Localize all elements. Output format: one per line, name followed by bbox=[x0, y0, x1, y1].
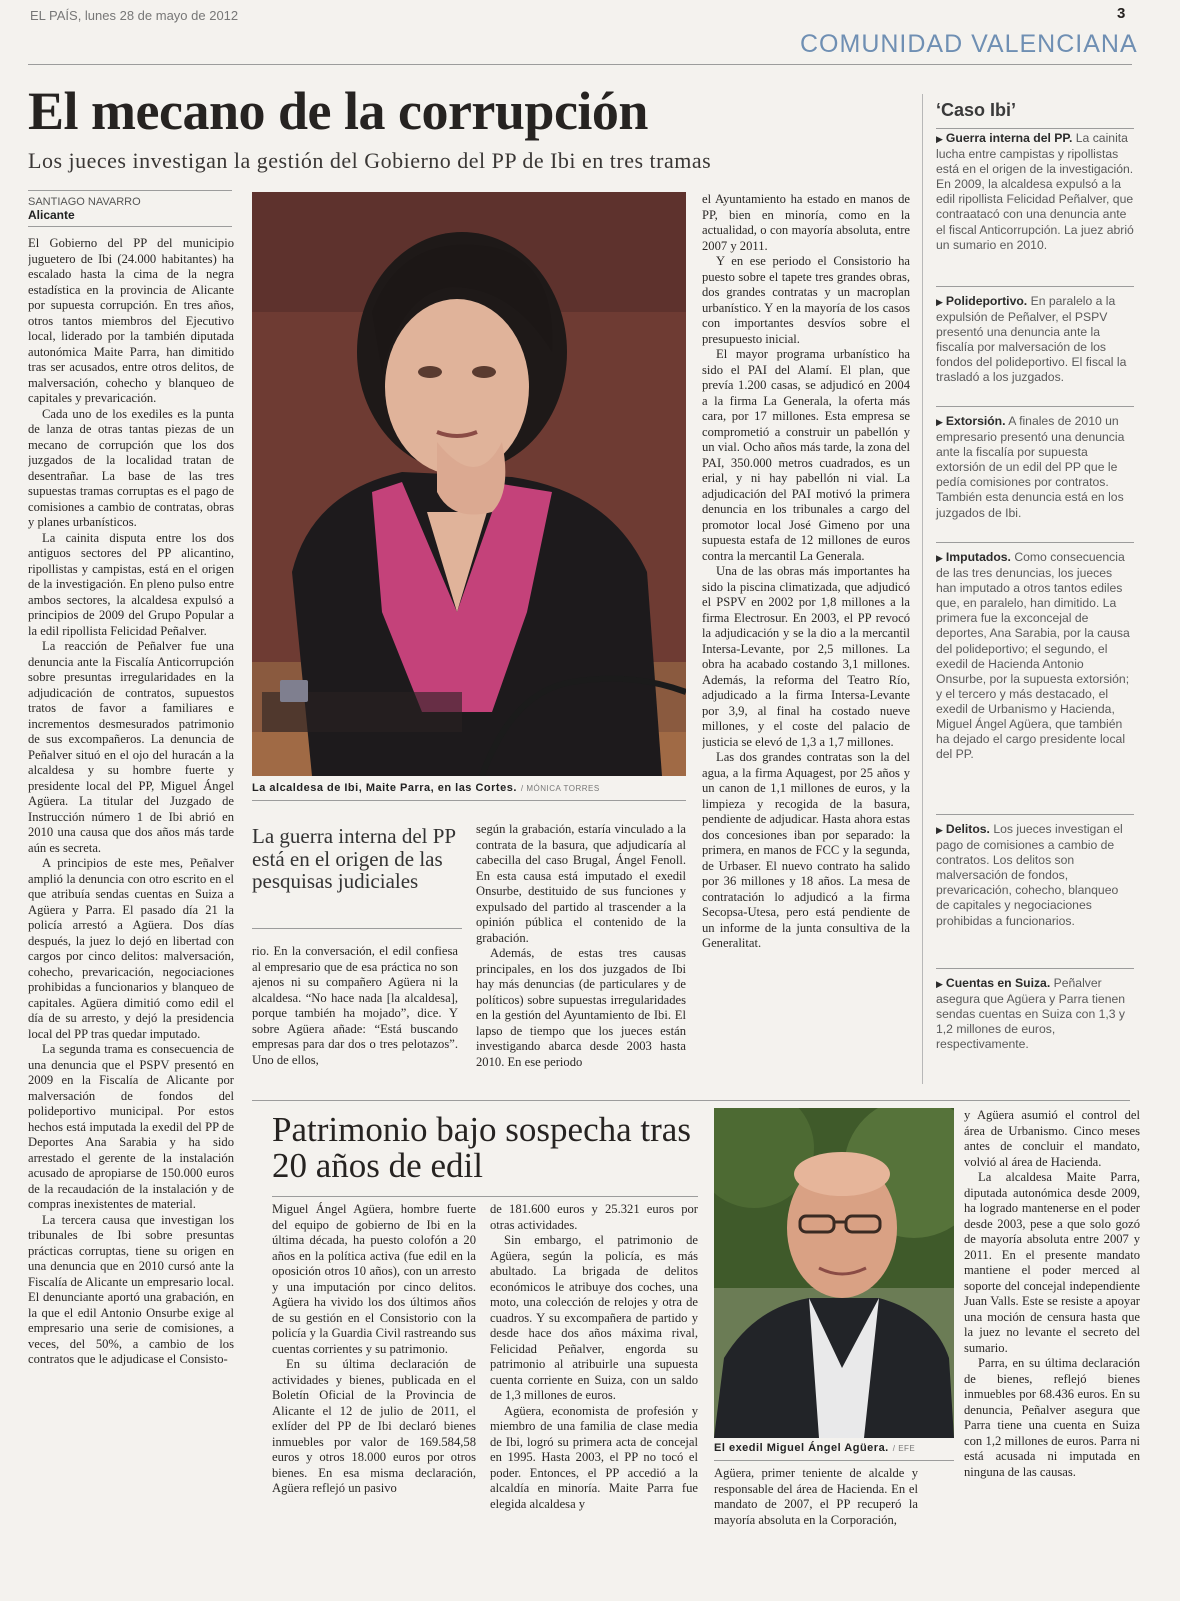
photo-credit: / EFE bbox=[892, 1444, 916, 1453]
paragraph: En su última declaración de actividades y bienes, publicada en el Boletín Oficial de la Provincia de Alicante el 12 de julio de 2011, el exlíder del PP de Ibi declaró bienes inmuebles por valor de 169.584,58 euros y otros 18.000 euros por otros bienes. En esa misma declaración, Agüera reflejó un pasivo bbox=[272, 1357, 476, 1495]
sidebar-item-heading: Cuentas en Suiza. bbox=[945, 976, 1051, 990]
sidebar-item-heading: Polideportivo. bbox=[945, 294, 1028, 308]
paragraph: según la grabación, estaría vinculado a la contrata de la basura, que adjudicaría al cabecilla del caso Brugal, Ángel Fenoll. En esta causa está imputado el exedil Onsurbe, destituido de sus funciones y expulsado del partido al trascender a la opinión pública el contenido de la grabación. bbox=[476, 822, 686, 945]
paragraph: Y en ese periodo el Consistorio ha puesto sobre el tapete tres grandes obras, dos grandes contratas y un macroplan urbanístico. Y en la mayoría de los casos con importantes desvíos sobre el presupuesto inicial. bbox=[702, 254, 910, 346]
byline-rule-bottom bbox=[28, 226, 232, 227]
triangle-bullet-icon: ▶ bbox=[936, 825, 943, 835]
sidebar-item-polideportivo bbox=[936, 294, 1134, 386]
sidebar-item-guerra bbox=[936, 131, 1134, 253]
caption-text: La alcaldesa de Ibi, Maite Parra, en las Cortes. bbox=[252, 782, 517, 794]
triangle-bullet-icon: ▶ bbox=[936, 417, 943, 427]
second-article-column-2 bbox=[490, 1202, 698, 1586]
main-subheadline: Los jueces investigan la gestión del Gobierno del PP de Ibi en tres tramas bbox=[28, 148, 712, 173]
paragraph: Además, de estas tres causas principales, en los dos juzgados de Ibi hay más denuncias (de particulares y de políticos) sobre supuestas irregularidades en la gestión del Ayuntamiento de Ibi. El lapso de tiempo que los jueces están investigando abarca desde 2003 hasta 2010. En ese periodo bbox=[476, 946, 686, 1069]
second-article-column-3 bbox=[714, 1466, 918, 1586]
main-photo-caption bbox=[252, 782, 600, 794]
triangle-bullet-icon: ▶ bbox=[936, 134, 943, 144]
author-name: SANTIAGO NAVARRO bbox=[28, 196, 141, 208]
second-article-top-rule bbox=[252, 1100, 1130, 1101]
sidebar-item-heading: Guerra interna del PP. bbox=[945, 131, 1073, 145]
sidebar-item-heading: Extorsión. bbox=[945, 414, 1006, 428]
paragraph: Cada uno de los exediles es la punta de lanza de otras tantas piezas de un mecano de corrupción que los dos juzgados de la localidad tratan de desentrañar. La base de las tres supuestas tramas corruptas es el pago de comisiones a cambio de contratas, obras y planes urbanísticos. bbox=[28, 406, 234, 529]
header-divider bbox=[28, 64, 1132, 65]
main-article-column-1 bbox=[28, 236, 234, 1588]
sidebar-item-imputados bbox=[936, 550, 1134, 762]
second-article-column-4 bbox=[964, 1108, 1140, 1586]
sidebar-item-extorsion bbox=[936, 414, 1134, 521]
second-caption-rule bbox=[714, 1460, 954, 1461]
page-number: 3 bbox=[1117, 5, 1126, 22]
paragraph: La reacción de Peñalver fue una denuncia ante la Fiscalía Anticorrupción sobre presuntas irregularidades en la adjudicación de contratos, supuestos tratos de favor a familiares e incrementos desmesurados patrimonio de sus excompañeros. La denuncia de Peñalver situó en el ojo del huracán a la alcaldesa y su hombre fuerte y presidente local del PP, Miguel Ángel Agüera. La titular del Juzgado de Instrucción número 1 de Ibi abrió en 2010 una causa que dos años más tarde aún es secreta. bbox=[28, 639, 234, 855]
paragraph: Agüera, primer teniente de alcalde y responsable del área de Hacienda. En el mandato de 2007, el PP recuperó la mayoría absoluta en la Corporación, bbox=[714, 1466, 918, 1527]
paragraph: La alcaldesa Maite Parra, diputada autonómica desde 2009, ha logrado mantenerse en el poder desde 2003, pese a que solo gozó de mayoría absoluta entre 2007 y 2011. En el presente mandato mantiene el poder merced al soporte del concejal independiente Juan Valls. Este se resiste a apoyar una moción de censura hasta que la juez no levante el secreto del sumario. bbox=[964, 1170, 1140, 1355]
sidebar-item-text: La cainita lucha entre campistas y ripollistas está en el origen de la investigación. En 2009, la alcaldesa expulsó a la edil ripollista Felicidad Peñalver, que contraatacó con una denuncia ante el fiscal Anticorrupción. La juez abrió un sumario en 2010. bbox=[936, 131, 1134, 252]
pull-quote: La guerra interna del PP está en el origen de las pesquisas judiciales bbox=[252, 824, 456, 893]
second-article-column-1 bbox=[272, 1202, 476, 1586]
paragraph: El mayor programa urbanístico ha sido el PAI del Alamí. El plan, que prevía 1.200 casas, se adjudicó en 2004 a la firma La Generala, la oferta más cara, por 17 millones. Esta empresa se comprometió a construir un pabellón y un vial. Ocho años más tarde, la zona del PAI, 350.000 metros cuadrados, es un erial, y ni hay pabellón ni vial. La adjudicación del PAI motivó la primera denuncia en los tribunales a cargo del promotor local José Gimeno por una supuesta estafa de 12 millones de euros contra la mercantil La Generala. bbox=[702, 347, 910, 563]
paragraph: de 181.600 euros y 25.321 euros por otras actividades. bbox=[490, 1202, 698, 1232]
second-photo bbox=[714, 1108, 954, 1438]
triangle-bullet-icon: ▶ bbox=[936, 553, 943, 563]
paragraph: La segunda trama es consecuencia de una denuncia que el PSPV presentó en 2009 en la Fiscalía de Alicante por malversación de fondos del polideportivo municipal. Por estos hechos está imputada la exedil del PP de Deportes Ana Sarabia y ha sido arrestado el gerente de la instalación acusado de apropiarse de 150.000 euros de la recaudación de la instalación y de compras inexistentes de material. bbox=[28, 1042, 234, 1211]
sidebar-rule bbox=[936, 286, 1134, 287]
sidebar-item-delitos bbox=[936, 822, 1134, 929]
main-photo bbox=[252, 192, 686, 776]
sidebar bbox=[936, 128, 1136, 1088]
main-article-column-2 bbox=[252, 944, 458, 1084]
sidebar-divider bbox=[922, 94, 923, 1084]
caption-rule bbox=[252, 800, 686, 801]
paragraph: el Ayuntamiento ha estado en manos de PP, bien en minoría, como en la actualidad, o con mayoría absoluta, entre 2007 y 2011. bbox=[702, 192, 910, 253]
masthead-date: EL PAÍS, lunes 28 de mayo de 2012 bbox=[30, 8, 239, 23]
paragraph: Las dos grandes contratas son la del agua, a la firma Aquagest, por 25 años y un canon de 1,1 millones de euros, y la limpieza y recogida de la basura, pendiente de adjudicar. Hasta ahora estas dos concesiones iban por separado: la primera, en manos de FCC y la segunda, de Urbaser. El nuevo contrato ha salido por 36 millones y 18 años. La mesa de contratación lo adjudicó a la firma Secopsa-Utesa, pero está pendiente de un informe de la junta consultiva de la Generalitat. bbox=[702, 750, 910, 950]
man-portrait-illustration bbox=[714, 1108, 954, 1438]
paragraph: La tercera causa que investigan los tribunales de Ibi sobre presuntas prácticas corruptas, tiene su origen en una denuncia que en 2010 cursó ante la Fiscalía de Alicante un empresario local. El denunciante aportó una grabación, en la que el edil Antonio Onsurbe exige al empresario una serie de comisiones, a veces, del 50%, a cambio de los contratos que le adjudicase el Consisto- bbox=[28, 1212, 234, 1366]
sidebar-item-text: Peñalver asegura que Agüera y Parra tienen sendas cuentas en Suiza con 1,3 y 1,2 millones de euros, respectivamente. bbox=[936, 976, 1126, 1052]
section-title: COMUNIDAD VALENCIANA bbox=[800, 30, 1138, 58]
sidebar-item-heading: Delitos. bbox=[945, 822, 990, 836]
byline-rule bbox=[28, 190, 232, 191]
paragraph: A principios de este mes, Peñalver amplió la denuncia con otro escrito en el que atribuía sendas cuentas en Suiza a Agüera y Parra. El pasado día 21 la policía arrestó a Agüera. Dos días después, la juez lo dejó en libertad con cargos por cinco delitos: malversación, cohecho, prevaricación, negociaciones prohibidas a funcionarios y blanqueo de capitales. Agüera dimitió como edil el día de su arresto, y dejó la presidencia local del PP tras quedar imputado. bbox=[28, 856, 234, 1041]
sidebar-rule bbox=[936, 814, 1134, 815]
main-headline: El mecano de la corrupción bbox=[28, 81, 648, 141]
triangle-bullet-icon: ▶ bbox=[936, 297, 943, 307]
photo-credit: / MÓNICA TORRES bbox=[520, 784, 600, 793]
main-article-column-4 bbox=[702, 192, 910, 1084]
sidebar-rule bbox=[936, 128, 1134, 129]
paragraph: El Gobierno del PP del municipio juguetero de Ibi (24.000 habitantes) ha escalado hasta la cima de la negra estadística en la provincia de Alicante por supuesta corrupción. En tres años, otros tantos miembros del Ejecutivo local, liderado por la también diputada autonómica Maite Parra, han dimitido tras ser acusados, entre otros delitos, de malversación, cohecho y blanqueo de capitales y prevaricación. bbox=[28, 236, 234, 405]
sidebar-title: ‘Caso Ibi’ bbox=[936, 100, 1017, 120]
byline-location: Alicante bbox=[28, 208, 75, 222]
paragraph: Miguel Ángel Agüera, hombre fuerte del equipo de gobierno de Ibi en la última década, ha puesto colofón a 20 años en la política activa (fue edil en la oposición otros 10 años), con un arresto y una imputación por cinco delitos. Agüera ha vivido los dos últimos años de su gestión en el Consistorio con la policía y la Guardia Civil rastreando sus cuentas corrientes y su patrimonio. bbox=[272, 1202, 476, 1356]
paragraph: y Agüera asumió el control del área de Urbanismo. Cinco meses antes de concluir el mandato, volvió al área de Hacienda. bbox=[964, 1108, 1140, 1169]
paragraph: Parra, en su última declaración de bienes, reflejó bienes inmuebles por 68.436 euros. En su denuncia, Peñalver asegura que Parra tiene una cuenta en Suiza con 1,2 millones de euros. Parra ni está acusada ni imputada en ninguna de las causas. bbox=[964, 1356, 1140, 1479]
sidebar-item-cuentas bbox=[936, 976, 1134, 1052]
paragraph: Una de las obras más importantes ha sido la piscina climatizada, que adjudicó el PSPV en 2002 por 1,8 millones a la firma Electrosur. En 2003, el PP revocó la adjudicación y se la dio a la mercantil Intersa-Levante, por 2,5 millones. La obra ha acabado costando 3,1 millones. Además, la reforma del Teatro Río, adjudicado a la firma Intersa-Levante por 3,9, al final ha costado nueve millones, y el coste del palacio de justicia se elevó de 1,3 a 1,7 millones. bbox=[702, 564, 910, 749]
second-photo-caption bbox=[714, 1442, 915, 1454]
paragraph: Sin embargo, el patrimonio de Agüera, según la policía, es más abultado. La brigada de delitos económicos le atribuye dos coches, una moto, una colección de relojes y otra de cuadros. Y su excompañera de partido y desde hace dos años máxima rival, Felicidad Peñalver, engorda su patrimonio al atribuirle una supuesta cuenta corriente en Suiza, con un saldo de 1,3 millones de euros. bbox=[490, 1233, 698, 1402]
triangle-bullet-icon: ▶ bbox=[936, 979, 943, 989]
pull-quote-rule bbox=[252, 928, 462, 929]
sidebar-item-text: Los jueces investigan el pago de comisiones a cambio de contratos. Los delitos son malversación de fondos, prevaricación, cohecho, blanqueo de capitales y negociaciones prohibidas a funcionarios. bbox=[936, 822, 1123, 928]
sidebar-rule bbox=[936, 968, 1134, 969]
sidebar-rule bbox=[936, 406, 1134, 407]
sidebar-item-text: A finales de 2010 un empresario presentó una denuncia ante la fiscalía por supuesta extorsión de un edil del PP que le pedía comisiones por contratos. También esta denuncia está en los juzgados de Ibi. bbox=[936, 414, 1125, 520]
sidebar-item-heading: Imputados. bbox=[945, 550, 1011, 564]
paragraph: Agüera, economista de profesión y miembro de una familia de clase media de Ibi, logró su primera acta de concejal en 1995. Hasta 2003, el PP no tocó el poder. Entonces, el PP accedió a la alcaldía en minoría. Maite Parra fue elegida alcaldesa y bbox=[490, 1403, 698, 1511]
caption-text: El exedil Miguel Ángel Agüera. bbox=[714, 1442, 889, 1454]
paragraph: La cainita disputa entre los dos antiguos sectores del PP alicantino, ripollistas y campistas, está en el origen de la investigación. En pleno pulso entre ambos sectores, la alcaldesa expulsó a principios de 2009 del Grupo Popular a la edil ripollista Felicidad Peñalver. bbox=[28, 530, 234, 638]
second-headline: Patrimonio bajo sospecha tras 20 años de edil bbox=[272, 1110, 691, 1185]
main-article-column-3 bbox=[476, 822, 686, 1084]
sidebar-item-text: Como consecuencia de las tres denuncias, los jueces han imputado a otros tantos ediles que, en paralelo, han dimitido. La primera fue la exconcejal de deportes, Ana Sarabia, por la causa del polideportivo; el segundo, el exedil de Hacienda Antonio Onsurbe, por la supuesta extorsión; y el tercero y más destacado, el exedil de Urbanismo y Hacienda, Miguel Ángel Agüera, que también ha dejado el cargo presidente local del PP. bbox=[936, 550, 1130, 762]
sidebar-rule bbox=[936, 542, 1134, 543]
sidebar-item-text: En paralelo a la expulsión de Peñalver, el PSPV presentó una denuncia ante la fiscalía por malversación de los fondos del polideportivo. El fiscal la trasladó a los juzgados. bbox=[936, 294, 1127, 385]
byline bbox=[28, 196, 141, 222]
woman-portrait-illustration bbox=[252, 192, 686, 776]
paragraph: rio. En la conversación, el edil confiesa al empresario que de esa práctica no son ajenos ni su compañero Agüera ni la alcaldesa. “No hace nada [la alcaldesa], porque también ha mojado”, dice. Y sobre Agüera añade: “Está buscando empresas para dar dos o tres pelotazos”. Uno de ellos, bbox=[252, 944, 458, 1067]
second-headline-rule bbox=[272, 1196, 698, 1197]
